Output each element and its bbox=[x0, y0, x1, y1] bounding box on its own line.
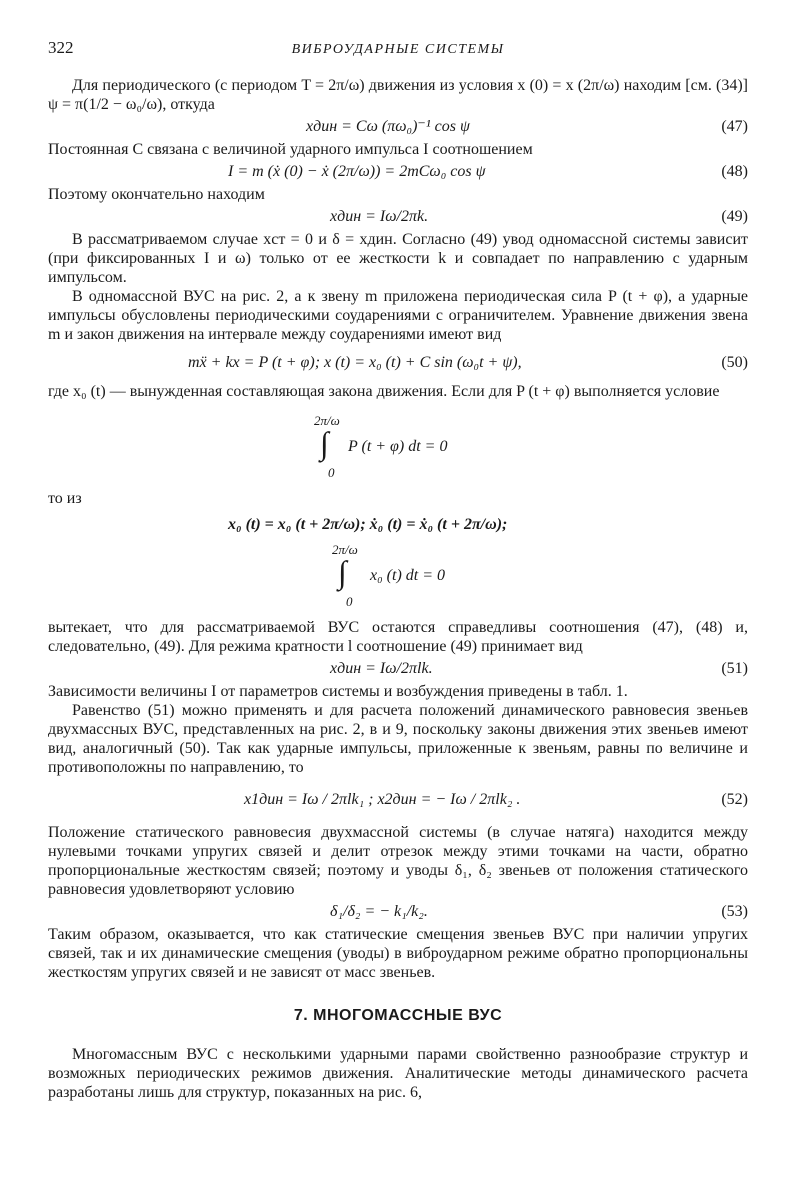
paragraph: то из bbox=[48, 490, 82, 507]
integral-body: x₀ (t) dt = 0 bbox=[370, 567, 446, 584]
equation-52 bbox=[48, 777, 748, 823]
equation-number: (49) bbox=[721, 208, 748, 225]
integral-lower-limit: 0 bbox=[346, 594, 353, 609]
equation-number: (47) bbox=[721, 118, 748, 135]
equation-48 bbox=[48, 159, 748, 185]
section-title: 7. МНОГОМАССНЫЕ ВУС bbox=[293, 1007, 503, 1024]
equation-number: (50) bbox=[721, 354, 748, 371]
equation-50 bbox=[48, 350, 748, 376]
integral-upper-limit: 2π/ω bbox=[332, 542, 358, 557]
paragraph: Таким образом, оказывается, что как статические смещения звеньев ВУС при наличии упругих связей, так и их динамические смещения (уводы) в виброударном режиме обратно пропорциональны жесткостям упругих связей и не зависят от масс звеньев. bbox=[48, 926, 748, 981]
paragraph: Зависимости величины I от параметров системы и возбуждения приведены в табл. 1. bbox=[48, 683, 628, 700]
equation-periodic bbox=[48, 512, 748, 538]
equation-number: (48) bbox=[721, 163, 748, 180]
equation-formula: I = m (ẋ (0) − ẋ (2π/ω)) = 2mCω₀ cos ψ bbox=[228, 163, 486, 180]
integral-upper-limit: 2π/ω bbox=[314, 413, 340, 428]
equation-number: (52) bbox=[721, 791, 748, 808]
integral-body: P (t + φ) dt = 0 bbox=[348, 438, 448, 455]
paragraph: В рассматриваемом случае xст = 0 и δ = xдин. Согласно (49) увод одномассной системы зависит (при фиксированных I и ω) только от ее жесткости k и совпадает по направлению с ударным импульсом. bbox=[48, 231, 748, 286]
document-page bbox=[48, 38, 748, 1102]
integral-sign-icon: ∫ bbox=[338, 554, 347, 590]
running-title: ВИБРОУДАРНЫЕ СИСТЕМЫ bbox=[291, 42, 505, 57]
integral-zero-mean bbox=[48, 538, 748, 614]
equation-number: (53) bbox=[721, 903, 748, 920]
paragraph: Поэтому окончательно находим bbox=[48, 186, 265, 203]
integral-sign-icon: ∫ bbox=[320, 425, 329, 461]
integral-lower-limit: 0 bbox=[328, 465, 335, 480]
equation-47 bbox=[48, 114, 748, 140]
equation-formula: x1дин = Iω / 2πlk₁ ; x2дин = − Iω / 2πlk₂ . bbox=[244, 791, 521, 808]
paragraph: где x₀ (t) — вынужденная составляющая закона движения. Если для P (t + φ) выполняется условие bbox=[48, 383, 720, 400]
page-number: 322 bbox=[48, 38, 74, 57]
equation-51 bbox=[48, 656, 748, 682]
equation-53 bbox=[48, 899, 748, 925]
integral-condition bbox=[48, 405, 748, 485]
equation-number: (51) bbox=[721, 660, 748, 677]
paragraph: Положение статического равновесия двухмассной системы (в случае натяга) находится между нулевыми точками упругих связей и делит отрезок между этими точками на части, обратно пропорциональные жесткостям связей; поэтому и уводы δ₁, δ₂ звеньев от положения статического равновесия удовлетворяют условию bbox=[48, 824, 748, 898]
paragraph: Многомассным ВУС с несколькими ударными парами свойственно разнообразие структур и возможных периодических режимов движения. Аналитические методы динамического расчета разработаны лишь для структур, показанных на рис. 6, bbox=[48, 1046, 748, 1101]
paragraph: вытекает, что для рассматриваемой ВУС остаются справедливы соотношения (47), (48) и, следовательно, (49). Для режима кратности l соотношение (49) принимает вид bbox=[48, 619, 748, 655]
equation-formula: δ₁/δ₂ = − k₁/k₂. bbox=[330, 903, 428, 920]
equation-formula: x₀ (t) = x₀ (t + 2π/ω); ẋ₀ (t) = ẋ₀ (t + 2π/ω); bbox=[228, 516, 508, 533]
paragraph: Постоянная C связана с величиной ударного импульса I соотношением bbox=[48, 141, 533, 158]
equation-formula: mẍ + kx = P (t + φ); x (t) = x₀ (t) + C sin (ω₀t + ψ), bbox=[188, 354, 522, 371]
page-header bbox=[48, 38, 748, 62]
equation-49 bbox=[48, 204, 748, 230]
equation-formula: xдин = Cω (πω₀)⁻¹ cos ψ bbox=[306, 118, 470, 135]
equation-formula: xдин = Iω/2πk. bbox=[330, 208, 429, 225]
paragraph: Равенство (51) можно применять и для расчета положений динамического равновесия звеньев двухмассных ВУС, представленных на рис. 2, в и 9, поскольку законы движения этих звеньев имеют вид, аналогичный (50). Так как ударные импульсы, приложенные к звеньям, равны по величине и противоположны по направлению, то bbox=[48, 702, 748, 776]
equation-formula: xдин = Iω/2πlk. bbox=[330, 660, 433, 677]
paragraph: В одномассной ВУС на рис. 2, а к звену m приложена периодическая сила P (t + φ), а ударные импульсы обусловлены периодическими соударениями с ограничителем. Уравнение движения звена m и закон движения на интервале между соударениями имеют вид bbox=[48, 288, 748, 343]
paragraph: Для периодического (с периодом T = 2π/ω) движения из условия x (0) = x (2π/ω) находим [см. (34)] ψ = π(1/2 − ω₀/ω), откуда bbox=[48, 77, 748, 113]
